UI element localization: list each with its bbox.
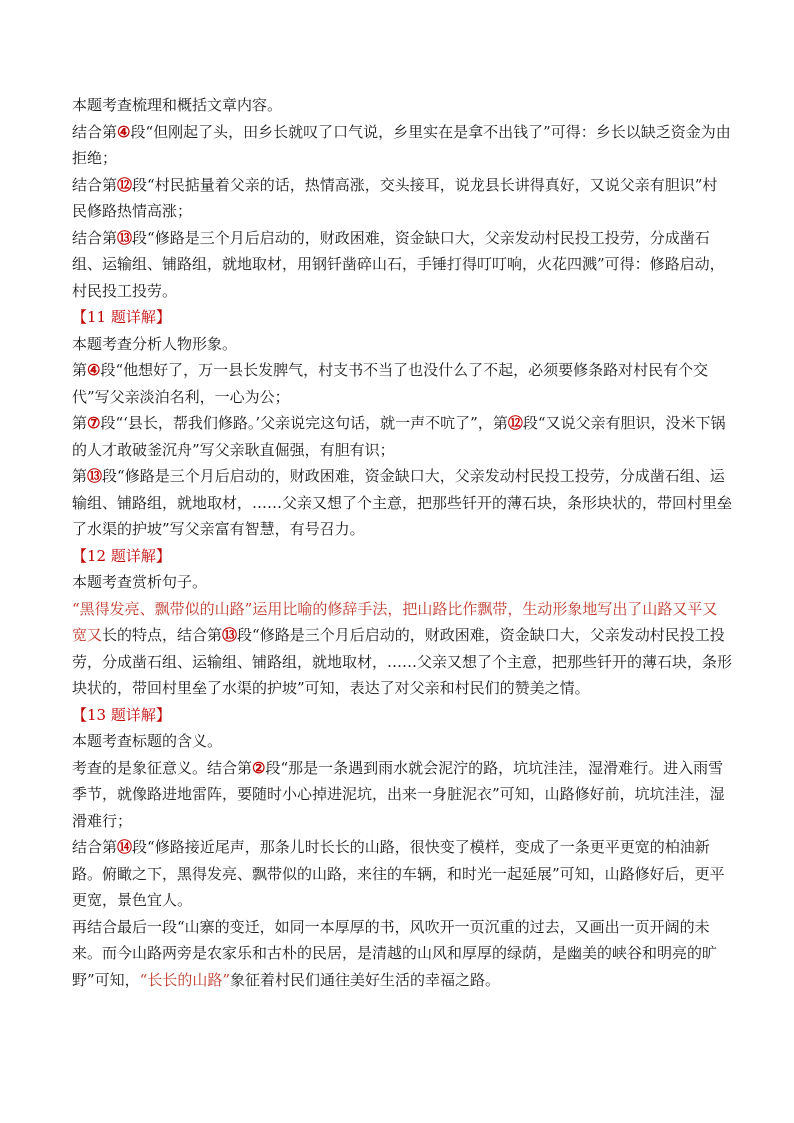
- section-heading-11: [72, 304, 732, 331]
- paragraph-number: ⑬: [117, 228, 133, 247]
- paragraph-number: ④: [117, 122, 131, 141]
- text-run: 本题考查梳理和概括文章内容。: [72, 96, 283, 114]
- text-run: 【13 题详解】: [72, 705, 171, 724]
- text-run: 象征着村民们通往美好生活的幸福之路。: [230, 970, 501, 989]
- text-run: 结合第: [72, 838, 118, 856]
- text-run: 【11 题详解】: [72, 308, 171, 326]
- paragraph-b14: [72, 755, 732, 835]
- paragraph-b7: [72, 410, 732, 463]
- answer-document: [72, 92, 732, 993]
- paragraph-b10: [72, 569, 732, 596]
- text-run: 段“那是一条遇到雨水就会泥泞的路，坑坑洼洼，湿滑难行。进入雨雪季节，就像路进地雷阵，要随时小心掉进泥坑，出来一身脏泥衣”可知，山路修好前，坑坑洼洼，湿滑难行；: [72, 758, 725, 830]
- paragraph-b13: [72, 728, 732, 755]
- text-run: 段“修路是三个月后启动的，财政困难，资金缺口大，父亲发动村民投工投劳，分成凿石组、运输组、铺路组，就地取材，……父亲又想了个主意，把那些钎开的薄石块，条形块状的，带回村里垒了水渠的护坡”写父亲富有智慧，有号召力。: [72, 467, 733, 538]
- paragraph-b8: [72, 463, 732, 543]
- section-heading-12: [72, 543, 732, 570]
- paragraph-number: ⑫: [117, 175, 133, 194]
- paragraph-b16: [72, 914, 732, 994]
- text-run: 本题考查赏析句子。: [72, 573, 208, 591]
- section-heading-13: [72, 702, 732, 729]
- paragraph-number: ⑬: [87, 467, 103, 485]
- text-run: 第: [72, 361, 88, 379]
- paragraph-number: ②: [252, 758, 266, 777]
- paragraph-number: ⑫: [507, 414, 523, 432]
- paragraph-b2: [72, 172, 732, 225]
- paragraph-b5: [72, 331, 732, 358]
- text-run: 段“修路是三个月后启动的，财政困难，资金缺口大，父亲发动村民投工投劳，分成凿石组、运输组、铺路组，就地取材，……父亲又想了个主意，把那些钎开的薄石块，条形块状的，带回村里垒了水渠的护坡”可知，表达了对父亲和村民们的赞美之情。: [72, 626, 733, 697]
- paragraph-b3: [72, 225, 732, 305]
- text-run: 第: [72, 414, 88, 432]
- text-run: 【12 题详解】: [72, 546, 171, 565]
- text-run: 段“修路是三个月后启动的，财政困难，资金缺口大，父亲发动村民投工投劳，分成凿石组、运输组、铺路组，就地取材，用钢钎凿碎山石，手锤打得叮叮响，火花四溅”可得：修路启动，村民投工投劳。: [72, 228, 725, 300]
- text-run: 段“‘县长，帮我们修路。’父亲说完这句话，就一声不吭了”，第: [100, 414, 508, 432]
- text-run: 结合第: [72, 175, 118, 194]
- text-run: 结合第: [72, 122, 118, 141]
- paragraph-b1: [72, 119, 732, 172]
- text-run: 段“但刚起了头，田乡长就叹了口气说，乡里实在是拿不出钱了”可得：乡长以缺乏资金为由拒绝；: [72, 122, 731, 167]
- paragraph-b6: [72, 357, 732, 410]
- highlighted-text: “长长的山路”: [139, 970, 231, 989]
- paragraph-number: ⑦: [87, 414, 101, 432]
- text-run: 段“修路接近尾声，那条儿时长长的山路，很快变了模样，变成了一条更平更宽的柏油新路。俯瞰之下，黑得发亮、飘带似的山路，来往的车辆，和时光一起延展”可知，山路修好后，更平更宽，景色宜人。: [72, 838, 725, 909]
- highlighted-text: “黑得发亮、飘带似的山路”运用比喻的修辞手法，把山路比作飘带，生动形象地写出了山路又平又宽又: [72, 599, 718, 644]
- paragraph-b11: [72, 596, 732, 702]
- text-run: 考查的是象征意义。结合第: [72, 758, 253, 777]
- paragraph-b15: [72, 834, 732, 914]
- text-run: 本题考查分析人物形象。: [72, 334, 238, 353]
- text-run: 段“村民掂量着父亲的话，热情高涨，交头接耳，说龙县长讲得真好，又说父亲有胆识”村民修路热情高涨；: [72, 175, 718, 220]
- paragraph-number: ⑬: [222, 626, 238, 644]
- paragraph-number: ④: [87, 361, 101, 379]
- text-run: 长的特点，结合第: [102, 626, 223, 644]
- text-run: 段“他想好了，万一县长发脾气，村支书不当了也没什么了不起，必须要修条路对村民有个交代”写父亲淡泊名利，一心为公；: [72, 361, 709, 406]
- text-run: 第: [72, 467, 88, 485]
- paragraph-b0: [72, 92, 732, 119]
- text-run: 结合第: [72, 228, 118, 247]
- paragraph-number: ⑭: [117, 838, 133, 856]
- text-run: 段“又说父亲有胆识，没米下锅的人才敢破釜沉舟”写父亲耿直倔强，有胆有识；: [72, 414, 726, 459]
- text-run: 再结合最后一段“山寨的变迁，如同一本厚厚的书，风吹开一页沉重的过去，又画出一页开阔的未来。而今山路两旁是农家乐和古朴的民居，是清越的山风和厚厚的绿荫，是幽美的峡谷和明亮的旷野”可知，: [72, 917, 718, 989]
- text-run: 本题考查标题的含义。: [72, 732, 223, 750]
